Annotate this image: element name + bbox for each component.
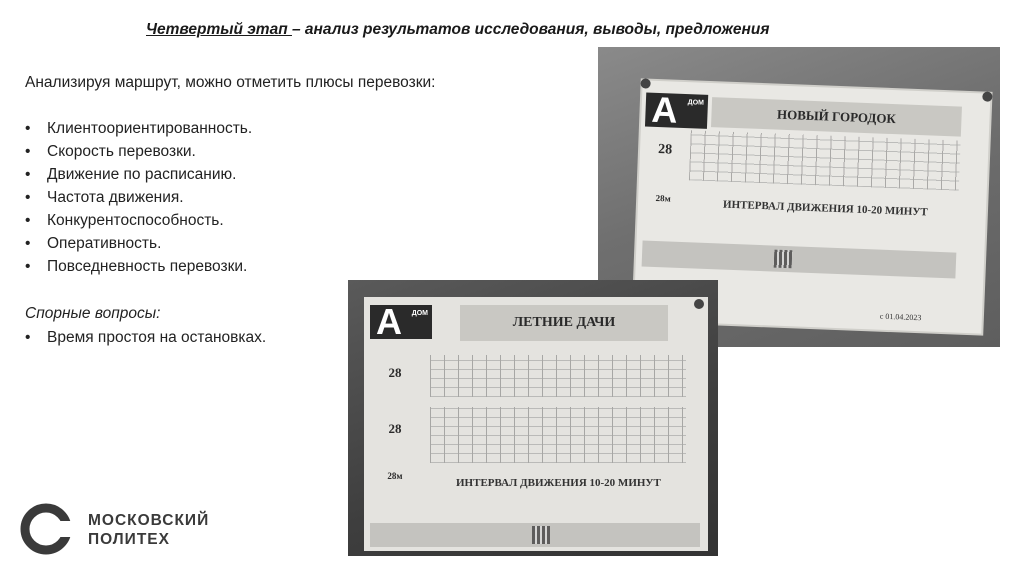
footer-strip (642, 241, 957, 279)
list-item: • Клиентоориентированность. (25, 119, 252, 142)
route-number-2: 28м (655, 192, 671, 204)
schedule-grid-top (430, 355, 686, 397)
interval-text: ИНТЕРВАЛ ДВИЖЕНИЯ 10-20 МИНУТ (722, 198, 928, 219)
schedule-grid-bottom (430, 407, 686, 463)
disputed-heading: Спорные вопросы: (25, 305, 161, 322)
destination-header: ЛЕТНИЕ ДАЧИ (460, 305, 668, 341)
operator-logo (645, 88, 708, 131)
bolt-icon (982, 91, 992, 101)
bolt-icon (640, 78, 650, 88)
route-number: 28 (657, 142, 673, 158)
slide-title (146, 21, 769, 39)
wordmark-line-1: МОСКОВСКИЙ (88, 512, 210, 529)
interval-text: ИНТЕРВАЛ ДВИЖЕНИЯ 10-20 МИНУТ (456, 477, 661, 489)
list-item: • Скорость перевозки. (25, 142, 252, 165)
polytech-logo-icon (20, 503, 72, 555)
list-item: • Повседневность перевозки. (25, 257, 252, 280)
schedule-grid (689, 130, 961, 190)
qr-code-icon (774, 250, 793, 269)
pros-list (25, 119, 252, 280)
intro-text: Анализируя маршрут, можно отметить плюсы перевозки: (25, 74, 436, 91)
route-number-reverse: 28 (388, 421, 402, 436)
list-item: • Частота движения. (25, 188, 252, 211)
list-item: • Конкурентоспособность. (25, 211, 252, 234)
polytech-wordmark (88, 511, 209, 549)
logo-small-text: ДОМ (687, 99, 705, 107)
logo-letter: А (376, 301, 402, 342)
cons-list (25, 328, 266, 351)
qr-code-icon (532, 526, 550, 544)
route-number-3: 28м (387, 471, 403, 481)
schedule-date: с 01.04.2023 (879, 311, 922, 323)
wordmark-line-2: ПОЛИТЕХ (88, 531, 170, 548)
operator-logo (370, 301, 432, 342)
destination-header: НОВЫЙ ГОРОДОК (711, 97, 962, 137)
list-item: • Время простоя на остановках. (25, 328, 266, 351)
route-number: 28 (388, 365, 402, 380)
logo-small-text: ДОМ (411, 310, 428, 317)
title-rest: – анализ результатов исследования, выводы, предложения (291, 21, 770, 38)
bolt-icon (694, 299, 704, 309)
list-item: • Движение по расписанию. (25, 165, 252, 188)
schedule-sheet (364, 297, 708, 551)
logo-letter: А (650, 88, 679, 131)
schedule-photo-letnie-dachi (348, 280, 718, 556)
list-item: • Оперативность. (25, 234, 252, 257)
title-underlined: Четвертый этап (146, 21, 292, 38)
